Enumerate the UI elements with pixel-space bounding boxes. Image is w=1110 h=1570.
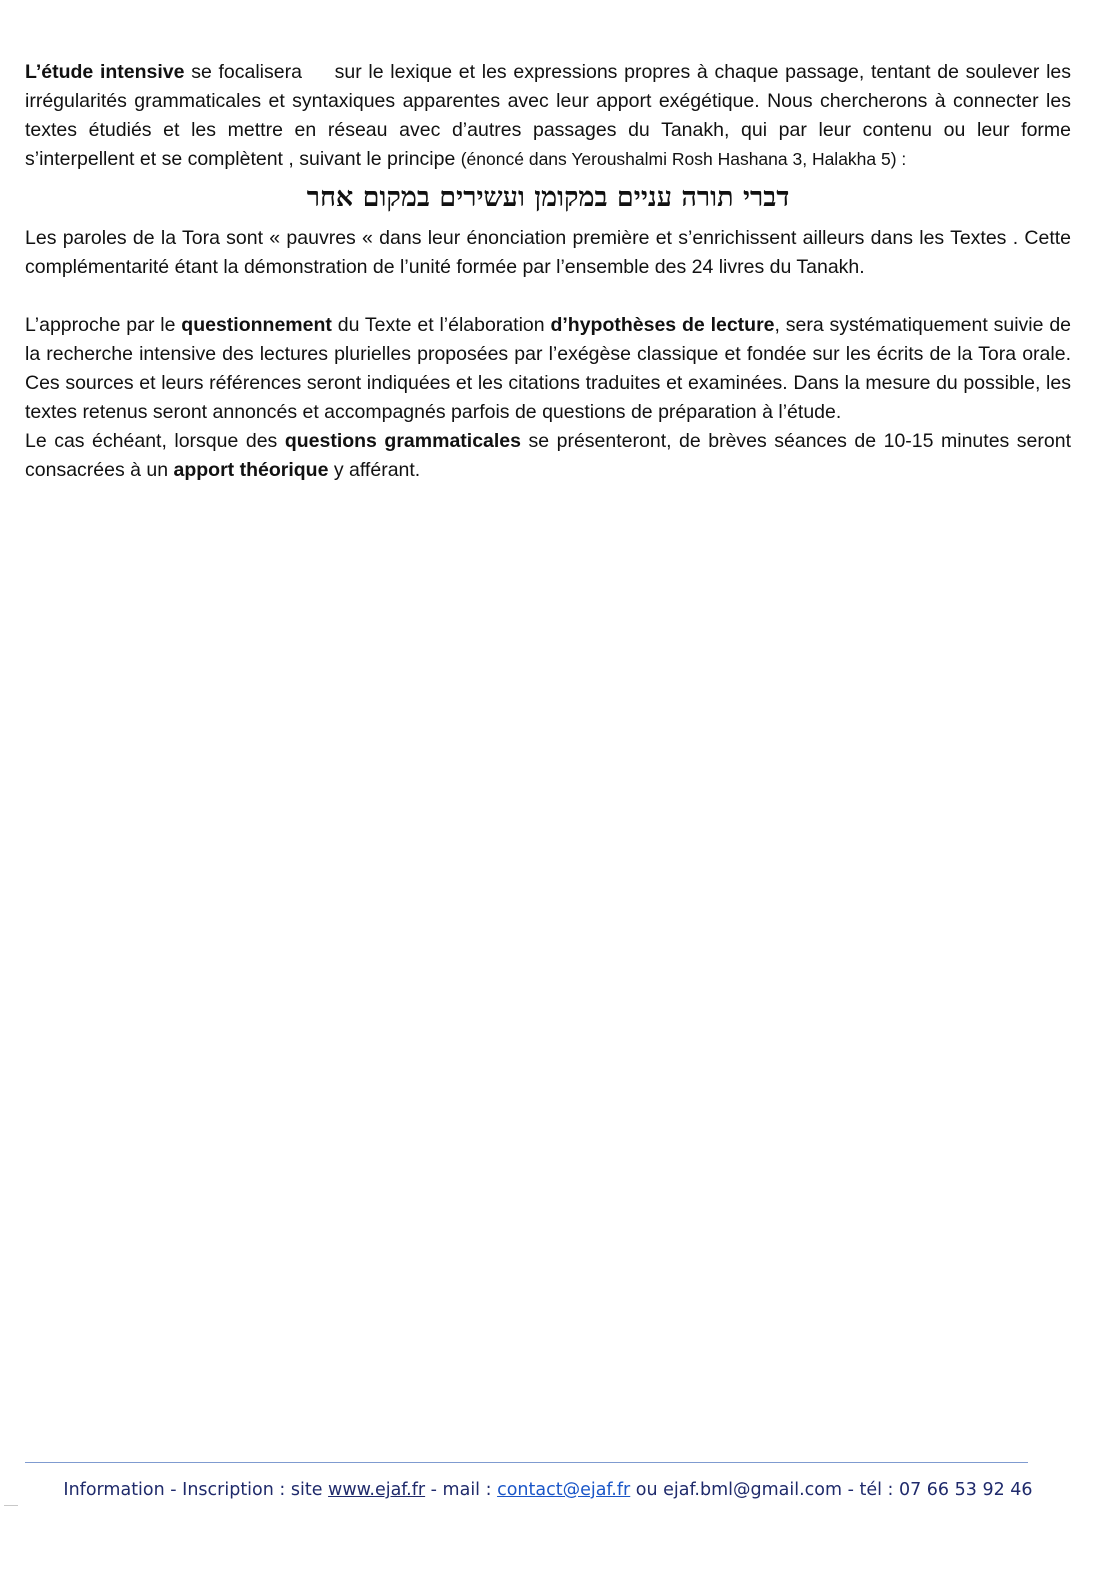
footer-info [0,1480,1096,1500]
intro-paragraph [25,58,1071,174]
grammar-paragraph [25,427,1071,485]
grammar-text-1: Le cas échéant, lorsque des [25,430,285,452]
footer-divider [25,1462,1028,1463]
page-corner-mark [4,1505,18,1506]
approach-text-1: L’approche par le [25,314,182,336]
tora-paragraph: Les paroles de la Tora sont « pauvres « dans leur énonciation première et s’enrichissent ailleurs dans les Textes . Cette complémentarité étant la démonstration de l’unité formée par l’ensemble des 24 livres du Tanakh. [25,227,1071,278]
contact-email-link[interactable]: contact@ejaf.fr [497,1480,631,1500]
intro-text-b: sur le lexique et les expressions propres à chaque passage, tentant de soulever les irrégularités grammaticales et syntaxiques apparentes avec leur apport exégétique. Nous chercherons à connecter les textes étudiés et les mettre en réseau avec d’autres passages du Tanakh, qui par leur contenu ou leur forme s’interpellent et se complètent , suivant le principe [25,61,1072,170]
hebrew-quote: דברי תורה עניים במקומן ועשירים במקום אחר [306,182,790,213]
site-link[interactable]: www.ejaf.fr [328,1480,426,1500]
footer-lead: Information - Inscription : site [63,1480,329,1500]
footer-contact-rest: ou ejaf.bml@gmail.com - tél : 07 66 53 92 46 [630,1480,1033,1500]
document-body [25,58,1071,485]
approach-bold-1: questionnement [181,314,332,336]
intro-source-note: (énoncé dans Yeroushalmi Rosh Hashana 3, Halakha 5) : [460,149,907,169]
grammar-bold-1: questions grammaticales [284,430,521,452]
grammar-bold-2: apport théorique [173,459,329,481]
approach-text-3: , sera systématiquement suivie de la recherche intensive des lectures plurielles proposées par l’exégèse classique et fondée sur les écrits de la Tora orale. Ces sources et leurs références seront indiquées et les citations traduites et examinées. Dans la mesure du possible, les textes retenus seront annoncés et accompagnés parfois de questions de préparation à l’étude. [25,314,1072,423]
footer-mail-label: - mail : [425,1480,498,1500]
approach-paragraph [25,311,1071,427]
intro-text-a: se focalisera [184,61,302,83]
grammar-text-2: se présenteront, de brèves séances de 10-15 minutes seront consacrées à un [25,430,1071,481]
paragraph-spacer [25,282,1071,311]
grammar-text-3: y afférant. [328,459,421,481]
intro-bold-lead: L’étude intensive [25,61,185,83]
approach-bold-2: d’hypothèses de lecture [550,314,775,336]
approach-text-2: du Texte et l’élaboration [331,314,551,336]
